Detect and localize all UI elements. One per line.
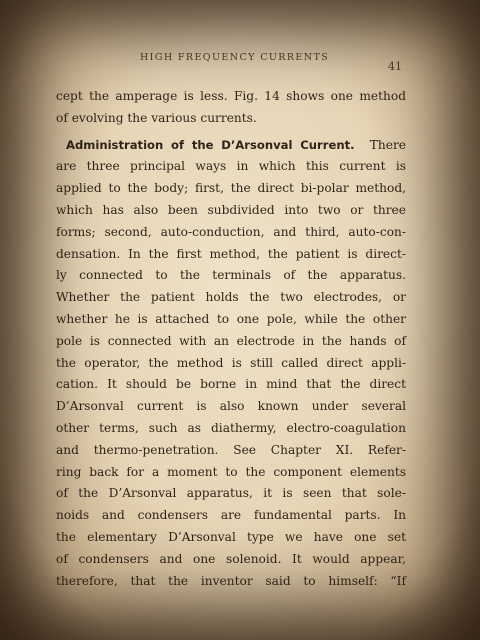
text-line: Whether the patient holds the two electrodes, or — [56, 290, 406, 305]
page-number: 41 — [388, 60, 402, 73]
text-line: pole is connected with an electrode in the hands of — [56, 333, 406, 348]
text-line: the operator, the method is still called direct appli- — [56, 355, 406, 370]
text-line: the elementary D’Arsonval type we have one set — [56, 529, 406, 544]
text-line: of evolving the various currents. — [56, 110, 257, 125]
text-line: of the D’Arsonval apparatus, it is seen that sole- — [56, 486, 406, 501]
text-line: other terms, such as diathermy, electro-coagulation — [56, 420, 406, 435]
text-line: cept the amperage is less. Fig. 14 shows one method — [56, 89, 406, 103]
text-line: cation. It should be borne in mind that the direct — [56, 377, 406, 392]
text-line: densation. In the first method, the patient is direct- — [56, 246, 406, 261]
text-line: which has also been subdivided into two or three — [56, 202, 406, 217]
heading-line — [56, 135, 406, 157]
text-line: ring back for a moment to the component elements — [56, 464, 406, 479]
text-line: ly connected to the terminals of the apparatus. — [56, 268, 406, 283]
text-line: whether he is attached to one pole, while the other — [56, 311, 406, 326]
text-line: therefore, that the inventor said to himself: “If — [56, 573, 406, 588]
text-line: noids and condensers are fundamental parts. In — [56, 508, 406, 523]
text-line: D’Arsonval current is also known under several — [56, 399, 406, 414]
text-line: of condensers and one solenoid. It would appear, — [56, 551, 406, 566]
text-line: are three principal ways in which this current is — [56, 159, 406, 174]
text-line: applied to the body; first, the direct bi-polar method, — [56, 181, 406, 196]
text-line: and thermo-penetration. See Chapter XI. Refer- — [56, 442, 406, 457]
text-run: There — [369, 137, 407, 152]
text-line: forms; second, auto-conduction, and third, auto-con- — [56, 224, 406, 239]
body-text — [56, 86, 406, 592]
section-heading: Administration of the D’Arsonval Current. — [66, 137, 355, 152]
running-head: HIGH FREQUENCY CURRENTS — [140, 52, 330, 63]
